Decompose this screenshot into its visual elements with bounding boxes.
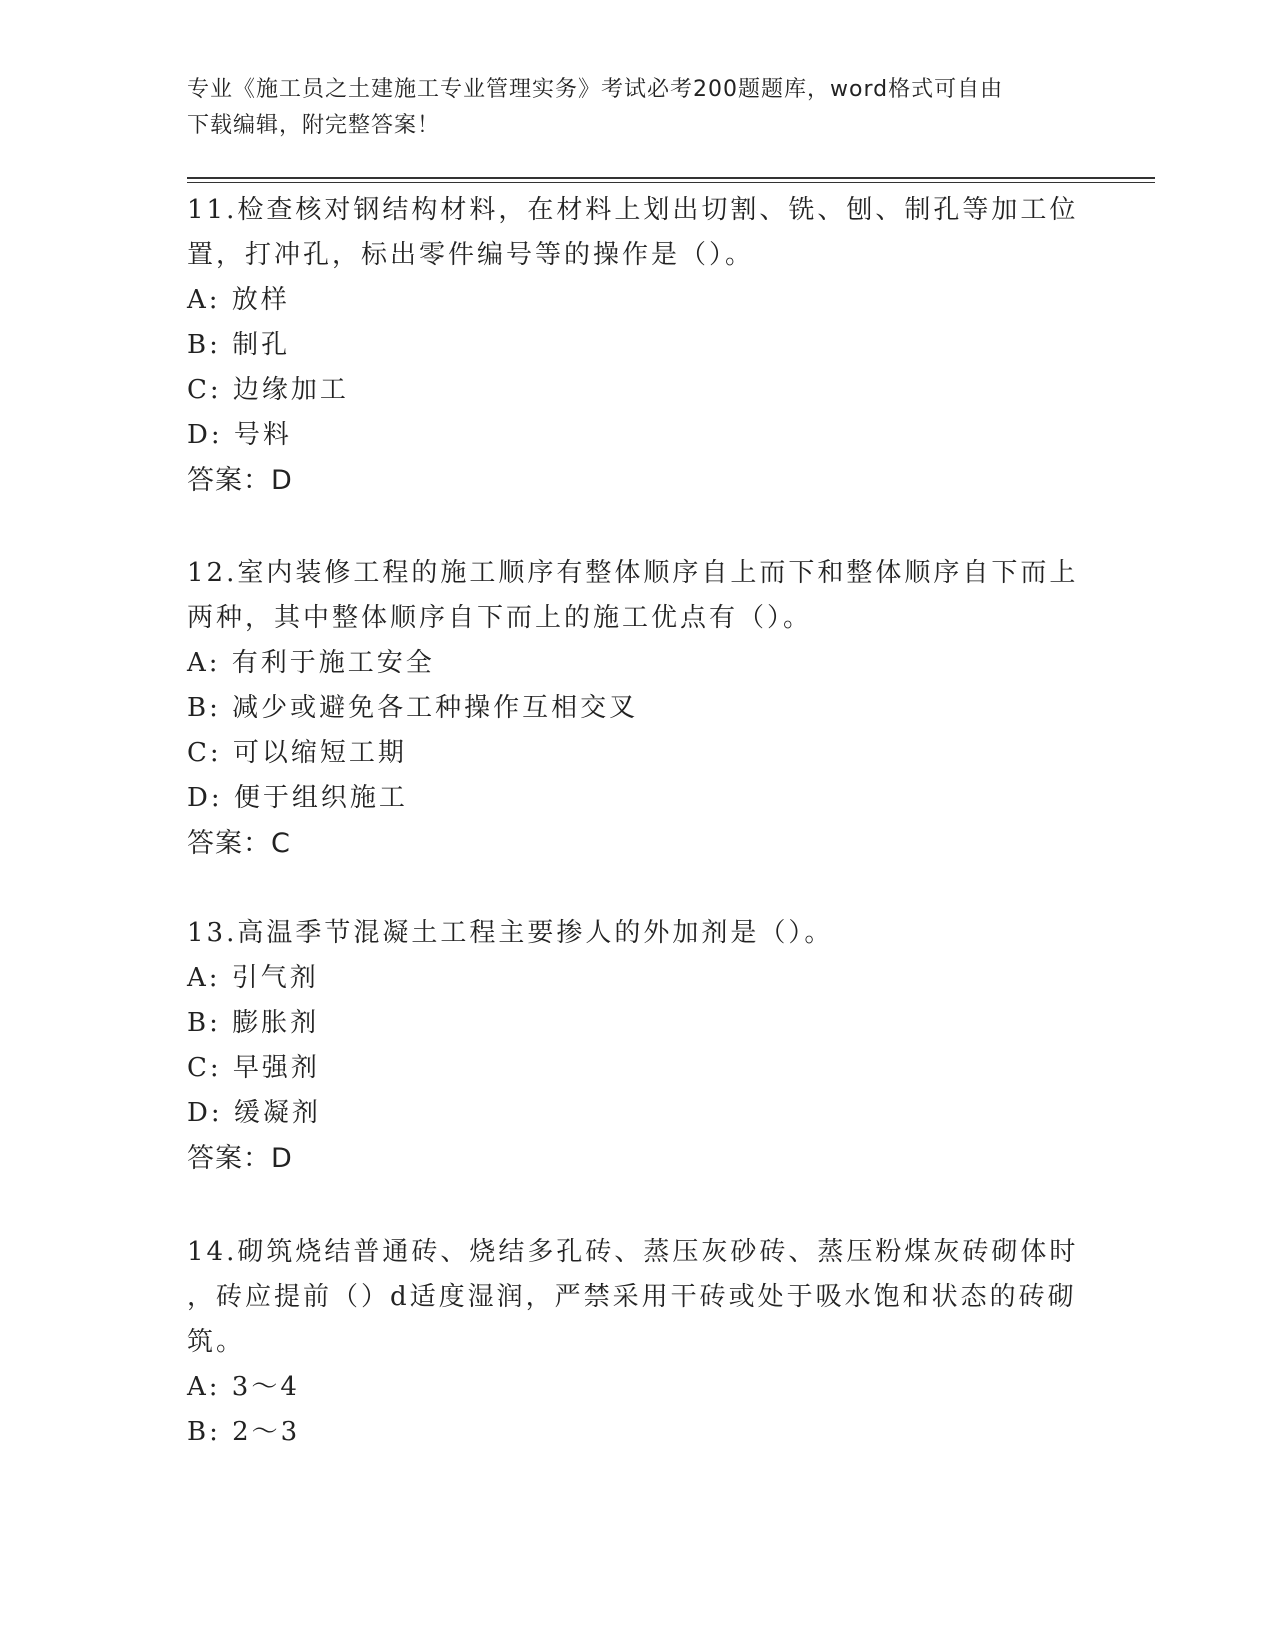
option-c: C: 边缘加工: [187, 375, 349, 405]
header-line: 专业《施工员之土建施工专业管理实务》考试必考200题题库，word格式可自由: [187, 77, 1004, 102]
question-stem-line: 置，打冲孔，标出零件编号等的操作是（）。: [187, 240, 755, 270]
option-d: D: 号料: [187, 420, 292, 450]
header-divider: [187, 177, 1155, 179]
question-stem-line: ，砖应提前（）d适度湿润，严禁采用干砖或处于吸水饱和状态的砖砌: [187, 1282, 1077, 1312]
option-c: C: 早强剂: [187, 1053, 320, 1083]
option-d: D: 缓凝剂: [187, 1098, 321, 1128]
option-b: B: 2～3: [187, 1417, 301, 1447]
question-13: [187, 911, 1087, 1181]
question-12: [187, 551, 1087, 866]
question-stem-line: 两种，其中整体顺序自下而上的施工优点有（）。: [187, 603, 813, 633]
option-b: B: 膨胀剂: [187, 1008, 320, 1038]
question-stem-line: 12.室内装修工程的施工顺序有整体顺序自上而下和整体顺序自下而上: [187, 558, 1079, 588]
option-b: B: 减少或避免各工种操作互相交叉: [187, 693, 639, 723]
answer-line: 答案：D: [187, 465, 293, 496]
option-a: A: 有利于施工安全: [187, 648, 435, 678]
question-stem-line: 11.检查核对钢结构材料，在材料上划出切割、铣、刨、制孔等加工位: [187, 195, 1079, 225]
option-d: D: 便于组织施工: [187, 783, 408, 813]
option-a: A: 引气剂: [187, 963, 319, 993]
document-header: [187, 72, 1067, 144]
question-stem-line: 筑。: [187, 1327, 246, 1357]
answer-line: 答案：D: [187, 1143, 293, 1174]
option-c: C: 可以缩短工期: [187, 738, 407, 768]
header-line: 下载编辑，附完整答案！: [187, 113, 441, 138]
option-b: B: 制孔: [187, 330, 291, 360]
question-11: [187, 188, 1087, 503]
question-14: [187, 1230, 1087, 1455]
answer-line: 答案：C: [187, 828, 291, 859]
header-divider: [187, 182, 1155, 183]
question-stem-line: 13.高温季节混凝土工程主要掺人的外加剂是（）。: [187, 918, 834, 948]
option-a: A: 3～4: [187, 1372, 300, 1402]
option-a: A: 放样: [187, 285, 290, 315]
question-stem-line: 14.砌筑烧结普通砖、烧结多孔砖、蒸压灰砂砖、蒸压粉煤灰砖砌体时: [187, 1237, 1079, 1267]
